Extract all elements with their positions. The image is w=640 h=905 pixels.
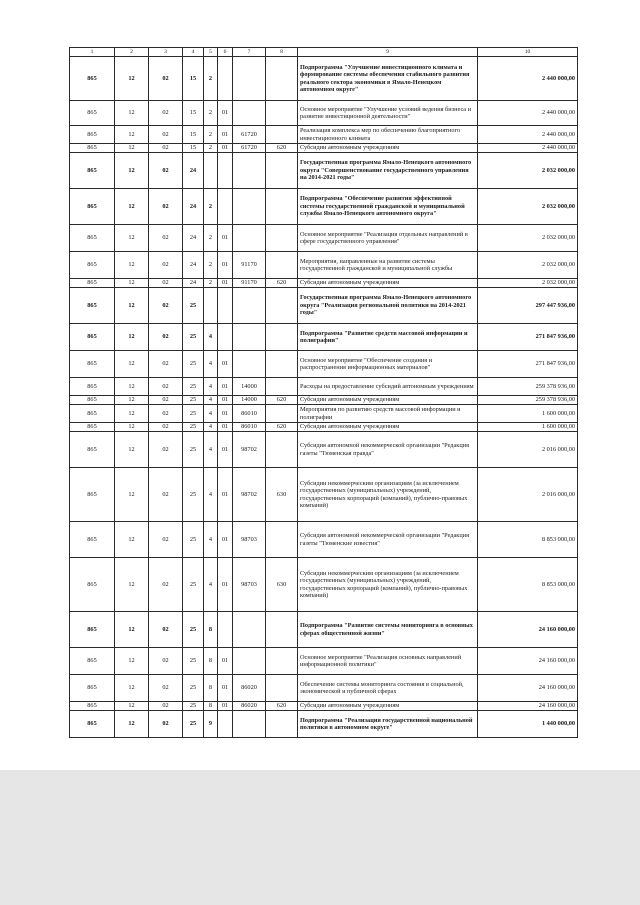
ministry-code-cell: 865: [70, 396, 115, 405]
program-code-cell: 24: [183, 252, 204, 279]
table-row: [70, 101, 578, 126]
direction-code-cell: [233, 711, 266, 738]
section-code-cell: 12: [115, 153, 149, 189]
direction-code-cell: [233, 57, 266, 101]
col-header: 8: [266, 48, 298, 57]
table-row: [70, 288, 578, 324]
table-row: [70, 189, 578, 225]
subprogram-code-cell: 2: [204, 57, 218, 101]
program-code-cell: 15: [183, 126, 204, 144]
expense-type-code-cell: [266, 252, 298, 279]
program-code-cell: 25: [183, 351, 204, 378]
section-code-cell: 12: [115, 378, 149, 396]
ministry-code-cell: 865: [70, 648, 115, 675]
table-row: [70, 432, 578, 468]
ministry-code-cell: 865: [70, 612, 115, 648]
event-code-cell: [218, 189, 233, 225]
item-name-cell: Основное мероприятие "Реализация отдельных направлений в сфере государственного управления": [298, 225, 478, 252]
col-header: 6: [218, 48, 233, 57]
section-code-cell: 12: [115, 126, 149, 144]
subsection-code-cell: 02: [149, 612, 183, 648]
table-row: [70, 144, 578, 153]
subsection-code-cell: 02: [149, 252, 183, 279]
program-code-cell: 24: [183, 189, 204, 225]
subsection-code-cell: 02: [149, 432, 183, 468]
event-code-cell: 01: [218, 351, 233, 378]
subsection-code-cell: 02: [149, 648, 183, 675]
direction-code-cell: 86020: [233, 675, 266, 702]
subprogram-code-cell: 4: [204, 324, 218, 351]
subprogram-code-cell: 8: [204, 612, 218, 648]
subsection-code-cell: 02: [149, 711, 183, 738]
ministry-code-cell: 865: [70, 423, 115, 432]
subsection-code-cell: 02: [149, 468, 183, 522]
item-name-cell: Подпрограмма "Развитие системы мониторинга в основных сферах общественной жизни": [298, 612, 478, 648]
subsection-code-cell: 02: [149, 126, 183, 144]
direction-code-cell: 14000: [233, 378, 266, 396]
item-name-cell: Субсидии автономным учреждениям: [298, 702, 478, 711]
direction-code-cell: 61720: [233, 144, 266, 153]
direction-code-cell: 98702: [233, 432, 266, 468]
ministry-code-cell: 865: [70, 432, 115, 468]
expense-type-code-cell: [266, 405, 298, 423]
section-code-cell: 12: [115, 351, 149, 378]
expense-type-code-cell: [266, 711, 298, 738]
direction-code-cell: 91170: [233, 279, 266, 288]
event-code-cell: 01: [218, 468, 233, 522]
subsection-code-cell: 02: [149, 144, 183, 153]
item-name-cell: Мероприятия по развитию средств массовой информации и полиграфии: [298, 405, 478, 423]
item-name-cell: Субсидии автономным учреждениям: [298, 396, 478, 405]
subprogram-code-cell: 9: [204, 711, 218, 738]
amount-cell: 271 847 936,00: [478, 351, 578, 378]
subprogram-code-cell: 4: [204, 468, 218, 522]
event-code-cell: 01: [218, 675, 233, 702]
subsection-code-cell: 02: [149, 558, 183, 612]
event-code-cell: 01: [218, 101, 233, 126]
direction-code-cell: [233, 101, 266, 126]
expense-type-code-cell: [266, 288, 298, 324]
program-code-cell: 24: [183, 279, 204, 288]
expense-type-code-cell: [266, 675, 298, 702]
direction-code-cell: 14000: [233, 396, 266, 405]
subprogram-code-cell: 2: [204, 225, 218, 252]
expense-type-code-cell: 620: [266, 702, 298, 711]
budget-table: [69, 47, 578, 738]
expense-type-code-cell: [266, 522, 298, 558]
direction-code-cell: [233, 153, 266, 189]
item-name-cell: Субсидия автономной некоммерческой организации "Редакция газеты "Тюменские известия": [298, 522, 478, 558]
event-code-cell: [218, 711, 233, 738]
event-code-cell: 01: [218, 702, 233, 711]
expense-type-code-cell: [266, 153, 298, 189]
col-header: 9: [298, 48, 478, 57]
ministry-code-cell: 865: [70, 101, 115, 126]
program-code-cell: 25: [183, 522, 204, 558]
program-code-cell: 15: [183, 101, 204, 126]
section-code-cell: 12: [115, 423, 149, 432]
item-name-cell: Реализация комплекса мер по обеспечению благоприятного инвестиционного климата: [298, 126, 478, 144]
subprogram-code-cell: 2: [204, 279, 218, 288]
subprogram-code-cell: 2: [204, 126, 218, 144]
expense-type-code-cell: [266, 225, 298, 252]
table-row: [70, 396, 578, 405]
program-code-cell: 15: [183, 57, 204, 101]
table-row: [70, 702, 578, 711]
item-name-cell: Субсидии некоммерческим организациям (за исключением государственных (муниципальных) учреждений, государственных корпораций (компаний), публично-правовых компаний): [298, 558, 478, 612]
expense-type-code-cell: [266, 648, 298, 675]
ministry-code-cell: 865: [70, 126, 115, 144]
event-code-cell: [218, 324, 233, 351]
ministry-code-cell: 865: [70, 378, 115, 396]
expense-type-code-cell: [266, 351, 298, 378]
section-code-cell: 12: [115, 468, 149, 522]
subprogram-code-cell: 4: [204, 432, 218, 468]
col-header: 1: [70, 48, 115, 57]
item-name-cell: Государственная программа Ямало-Ненецкого автономного округа "Реализация региональной политики на 2014-2021 годы": [298, 288, 478, 324]
expense-type-code-cell: [266, 57, 298, 101]
amount-cell: 8 853 000,00: [478, 522, 578, 558]
direction-code-cell: [233, 351, 266, 378]
direction-code-cell: [233, 612, 266, 648]
section-code-cell: 12: [115, 648, 149, 675]
subprogram-code-cell: 8: [204, 648, 218, 675]
ministry-code-cell: 865: [70, 252, 115, 279]
col-header: 3: [149, 48, 183, 57]
subprogram-code-cell: [204, 153, 218, 189]
subsection-code-cell: 02: [149, 378, 183, 396]
section-code-cell: 12: [115, 279, 149, 288]
table-row: [70, 153, 578, 189]
subsection-code-cell: 02: [149, 675, 183, 702]
event-code-cell: 01: [218, 144, 233, 153]
program-code-cell: 25: [183, 711, 204, 738]
subprogram-code-cell: 8: [204, 675, 218, 702]
subsection-code-cell: 02: [149, 423, 183, 432]
ministry-code-cell: 865: [70, 711, 115, 738]
col-header: 7: [233, 48, 266, 57]
amount-cell: 297 447 936,00: [478, 288, 578, 324]
subsection-code-cell: 02: [149, 522, 183, 558]
section-code-cell: 12: [115, 396, 149, 405]
subprogram-code-cell: 2: [204, 144, 218, 153]
amount-cell: 2 016 000,00: [478, 468, 578, 522]
col-header: 10: [478, 48, 578, 57]
table-row: [70, 252, 578, 279]
table-body: [70, 57, 578, 738]
amount-cell: 2 440 000,00: [478, 101, 578, 126]
subsection-code-cell: 02: [149, 279, 183, 288]
section-code-cell: 12: [115, 324, 149, 351]
program-code-cell: 15: [183, 144, 204, 153]
direction-code-cell: 98703: [233, 558, 266, 612]
amount-cell: 1 440 000,00: [478, 711, 578, 738]
table-row: [70, 558, 578, 612]
item-name-cell: Подпрограмма "Улучшение инвестиционного климата и формирование системы обеспечения стабильного развития реального сектора экономики в Ямало-Ненецком автономном округе": [298, 57, 478, 101]
expense-type-code-cell: 620: [266, 279, 298, 288]
amount-cell: 24 160 000,00: [478, 675, 578, 702]
program-code-cell: 25: [183, 468, 204, 522]
subprogram-code-cell: 8: [204, 702, 218, 711]
ministry-code-cell: 865: [70, 189, 115, 225]
event-code-cell: 01: [218, 558, 233, 612]
amount-cell: 2 032 000,00: [478, 189, 578, 225]
table-row: [70, 126, 578, 144]
item-name-cell: Подпрограмма "Реализация государственной национальной политики в автономном округе": [298, 711, 478, 738]
item-name-cell: Обеспечение системы мониторинга состояния в социальной, экономической и публичной сферах: [298, 675, 478, 702]
item-name-cell: Подпрограмма "Обеспечение развития эффективной системы государственной гражданской и муниципальной службы Ямало-Ненецкого автономного округа": [298, 189, 478, 225]
ministry-code-cell: 865: [70, 324, 115, 351]
direction-code-cell: 98703: [233, 522, 266, 558]
col-header: 4: [183, 48, 204, 57]
direction-code-cell: 86010: [233, 405, 266, 423]
amount-cell: 2 440 000,00: [478, 126, 578, 144]
section-code-cell: 12: [115, 189, 149, 225]
program-code-cell: 25: [183, 432, 204, 468]
event-code-cell: 01: [218, 279, 233, 288]
section-code-cell: 12: [115, 57, 149, 101]
expense-type-code-cell: 630: [266, 468, 298, 522]
table-row: [70, 324, 578, 351]
amount-cell: 8 853 000,00: [478, 558, 578, 612]
event-code-cell: [218, 153, 233, 189]
table-row: [70, 57, 578, 101]
direction-code-cell: [233, 648, 266, 675]
item-name-cell: Основное мероприятие "Улучшение условий ведения бизнеса и развитие инвестиционной деятельности": [298, 101, 478, 126]
item-name-cell: Основное мероприятие "Обеспечение создания и распространения информационных материалов": [298, 351, 478, 378]
direction-code-cell: 86010: [233, 423, 266, 432]
ministry-code-cell: 865: [70, 351, 115, 378]
table-row: [70, 423, 578, 432]
direction-code-cell: 91170: [233, 252, 266, 279]
table-row: [70, 405, 578, 423]
program-code-cell: 25: [183, 675, 204, 702]
table-row: [70, 675, 578, 702]
event-code-cell: 01: [218, 423, 233, 432]
expense-type-code-cell: 630: [266, 558, 298, 612]
direction-code-cell: [233, 324, 266, 351]
amount-cell: 259 378 936,00: [478, 396, 578, 405]
event-code-cell: 01: [218, 522, 233, 558]
subprogram-code-cell: [204, 288, 218, 324]
subprogram-code-cell: 2: [204, 101, 218, 126]
event-code-cell: 01: [218, 225, 233, 252]
ministry-code-cell: 865: [70, 144, 115, 153]
subsection-code-cell: 02: [149, 153, 183, 189]
event-code-cell: [218, 612, 233, 648]
table-row: [70, 648, 578, 675]
item-name-cell: Субсидии автономным учреждениям: [298, 423, 478, 432]
direction-code-cell: [233, 225, 266, 252]
event-code-cell: 01: [218, 252, 233, 279]
expense-type-code-cell: 620: [266, 144, 298, 153]
subprogram-code-cell: 2: [204, 189, 218, 225]
program-code-cell: 24: [183, 153, 204, 189]
table-row: [70, 468, 578, 522]
program-code-cell: 25: [183, 378, 204, 396]
section-code-cell: 12: [115, 101, 149, 126]
subprogram-code-cell: 4: [204, 522, 218, 558]
event-code-cell: [218, 57, 233, 101]
table-row: [70, 351, 578, 378]
subprogram-code-cell: 4: [204, 405, 218, 423]
item-name-cell: Субсидия автономной некоммерческой организации "Редакция газеты "Тюменская правда": [298, 432, 478, 468]
ministry-code-cell: 865: [70, 468, 115, 522]
program-code-cell: 25: [183, 324, 204, 351]
ministry-code-cell: 865: [70, 225, 115, 252]
item-name-cell: Мероприятия, направленные на развитие системы государственной гражданской и муниципальной службы: [298, 252, 478, 279]
amount-cell: 2 032 000,00: [478, 252, 578, 279]
program-code-cell: 25: [183, 288, 204, 324]
ministry-code-cell: 865: [70, 279, 115, 288]
event-code-cell: [218, 288, 233, 324]
program-code-cell: 25: [183, 612, 204, 648]
ministry-code-cell: 865: [70, 288, 115, 324]
section-code-cell: 12: [115, 702, 149, 711]
subprogram-code-cell: 4: [204, 423, 218, 432]
ministry-code-cell: 865: [70, 702, 115, 711]
ministry-code-cell: 865: [70, 405, 115, 423]
item-name-cell: Субсидии автономным учреждениям: [298, 144, 478, 153]
event-code-cell: 01: [218, 396, 233, 405]
table-row: [70, 612, 578, 648]
section-code-cell: 12: [115, 522, 149, 558]
program-code-cell: 24: [183, 225, 204, 252]
event-code-cell: 01: [218, 405, 233, 423]
item-name-cell: Расходы на предоставление субсидий автономным учреждениям: [298, 378, 478, 396]
amount-cell: 2 440 000,00: [478, 144, 578, 153]
amount-cell: 2 032 000,00: [478, 225, 578, 252]
ministry-code-cell: 865: [70, 153, 115, 189]
table-row: [70, 711, 578, 738]
item-name-cell: Основное мероприятие "Реализация основных направлений информационной политики": [298, 648, 478, 675]
direction-code-cell: 86020: [233, 702, 266, 711]
expense-type-code-cell: [266, 432, 298, 468]
expense-type-code-cell: [266, 189, 298, 225]
program-code-cell: 25: [183, 558, 204, 612]
ministry-code-cell: 865: [70, 675, 115, 702]
item-name-cell: Субсидии некоммерческим организациям (за исключением государственных (муниципальных) учреждений, государственных корпораций (компаний), публично-правовых компаний): [298, 468, 478, 522]
event-code-cell: 01: [218, 126, 233, 144]
table-row: [70, 522, 578, 558]
subprogram-code-cell: 4: [204, 378, 218, 396]
direction-code-cell: 98702: [233, 468, 266, 522]
expense-type-code-cell: 620: [266, 423, 298, 432]
section-code-cell: 12: [115, 612, 149, 648]
direction-code-cell: 61720: [233, 126, 266, 144]
amount-cell: 24 160 000,00: [478, 612, 578, 648]
header-row: [70, 48, 578, 57]
subsection-code-cell: 02: [149, 225, 183, 252]
expense-type-code-cell: [266, 378, 298, 396]
subprogram-code-cell: 4: [204, 396, 218, 405]
amount-cell: 1 600 000,00: [478, 423, 578, 432]
expense-type-code-cell: 620: [266, 396, 298, 405]
subprogram-code-cell: 4: [204, 351, 218, 378]
direction-code-cell: [233, 189, 266, 225]
expense-type-code-cell: [266, 612, 298, 648]
program-code-cell: 25: [183, 648, 204, 675]
section-code-cell: 12: [115, 144, 149, 153]
section-code-cell: 12: [115, 675, 149, 702]
section-code-cell: 12: [115, 558, 149, 612]
item-name-cell: Субсидии автономным учреждениям: [298, 279, 478, 288]
table-row: [70, 378, 578, 396]
subsection-code-cell: 02: [149, 351, 183, 378]
amount-cell: 2 440 000,00: [478, 57, 578, 101]
expense-type-code-cell: [266, 126, 298, 144]
subsection-code-cell: 02: [149, 189, 183, 225]
subsection-code-cell: 02: [149, 405, 183, 423]
col-header: 5: [204, 48, 218, 57]
ministry-code-cell: 865: [70, 558, 115, 612]
amount-cell: 2 016 000,00: [478, 432, 578, 468]
program-code-cell: 25: [183, 423, 204, 432]
subprogram-code-cell: 2: [204, 252, 218, 279]
amount-cell: 271 847 936,00: [478, 324, 578, 351]
event-code-cell: 01: [218, 432, 233, 468]
event-code-cell: 01: [218, 378, 233, 396]
subsection-code-cell: 02: [149, 702, 183, 711]
program-code-cell: 25: [183, 702, 204, 711]
subsection-code-cell: 02: [149, 396, 183, 405]
subsection-code-cell: 02: [149, 288, 183, 324]
expense-type-code-cell: [266, 101, 298, 126]
section-code-cell: 12: [115, 225, 149, 252]
table-row: [70, 279, 578, 288]
amount-cell: 2 032 000,00: [478, 279, 578, 288]
ministry-code-cell: 865: [70, 522, 115, 558]
program-code-cell: 25: [183, 396, 204, 405]
section-code-cell: 12: [115, 252, 149, 279]
item-name-cell: Подпрограмма "Развитие средств массовой информации и полиграфии": [298, 324, 478, 351]
col-header: 2: [115, 48, 149, 57]
ministry-code-cell: 865: [70, 57, 115, 101]
program-code-cell: 25: [183, 405, 204, 423]
section-code-cell: 12: [115, 711, 149, 738]
table-row: [70, 225, 578, 252]
subsection-code-cell: 02: [149, 57, 183, 101]
amount-cell: 2 032 000,00: [478, 153, 578, 189]
expense-type-code-cell: [266, 324, 298, 351]
subsection-code-cell: 02: [149, 101, 183, 126]
amount-cell: 259 378 936,00: [478, 378, 578, 396]
amount-cell: 24 160 000,00: [478, 702, 578, 711]
section-code-cell: 12: [115, 288, 149, 324]
amount-cell: 1 600 000,00: [478, 405, 578, 423]
event-code-cell: 01: [218, 648, 233, 675]
subsection-code-cell: 02: [149, 324, 183, 351]
section-code-cell: 12: [115, 432, 149, 468]
direction-code-cell: [233, 288, 266, 324]
amount-cell: 24 160 000,00: [478, 648, 578, 675]
item-name-cell: Государственная программа Ямало-Ненецкого автономного округа "Совершенствование государственного управления на 2014-2021 годы": [298, 153, 478, 189]
subprogram-code-cell: 4: [204, 558, 218, 612]
section-code-cell: 12: [115, 405, 149, 423]
